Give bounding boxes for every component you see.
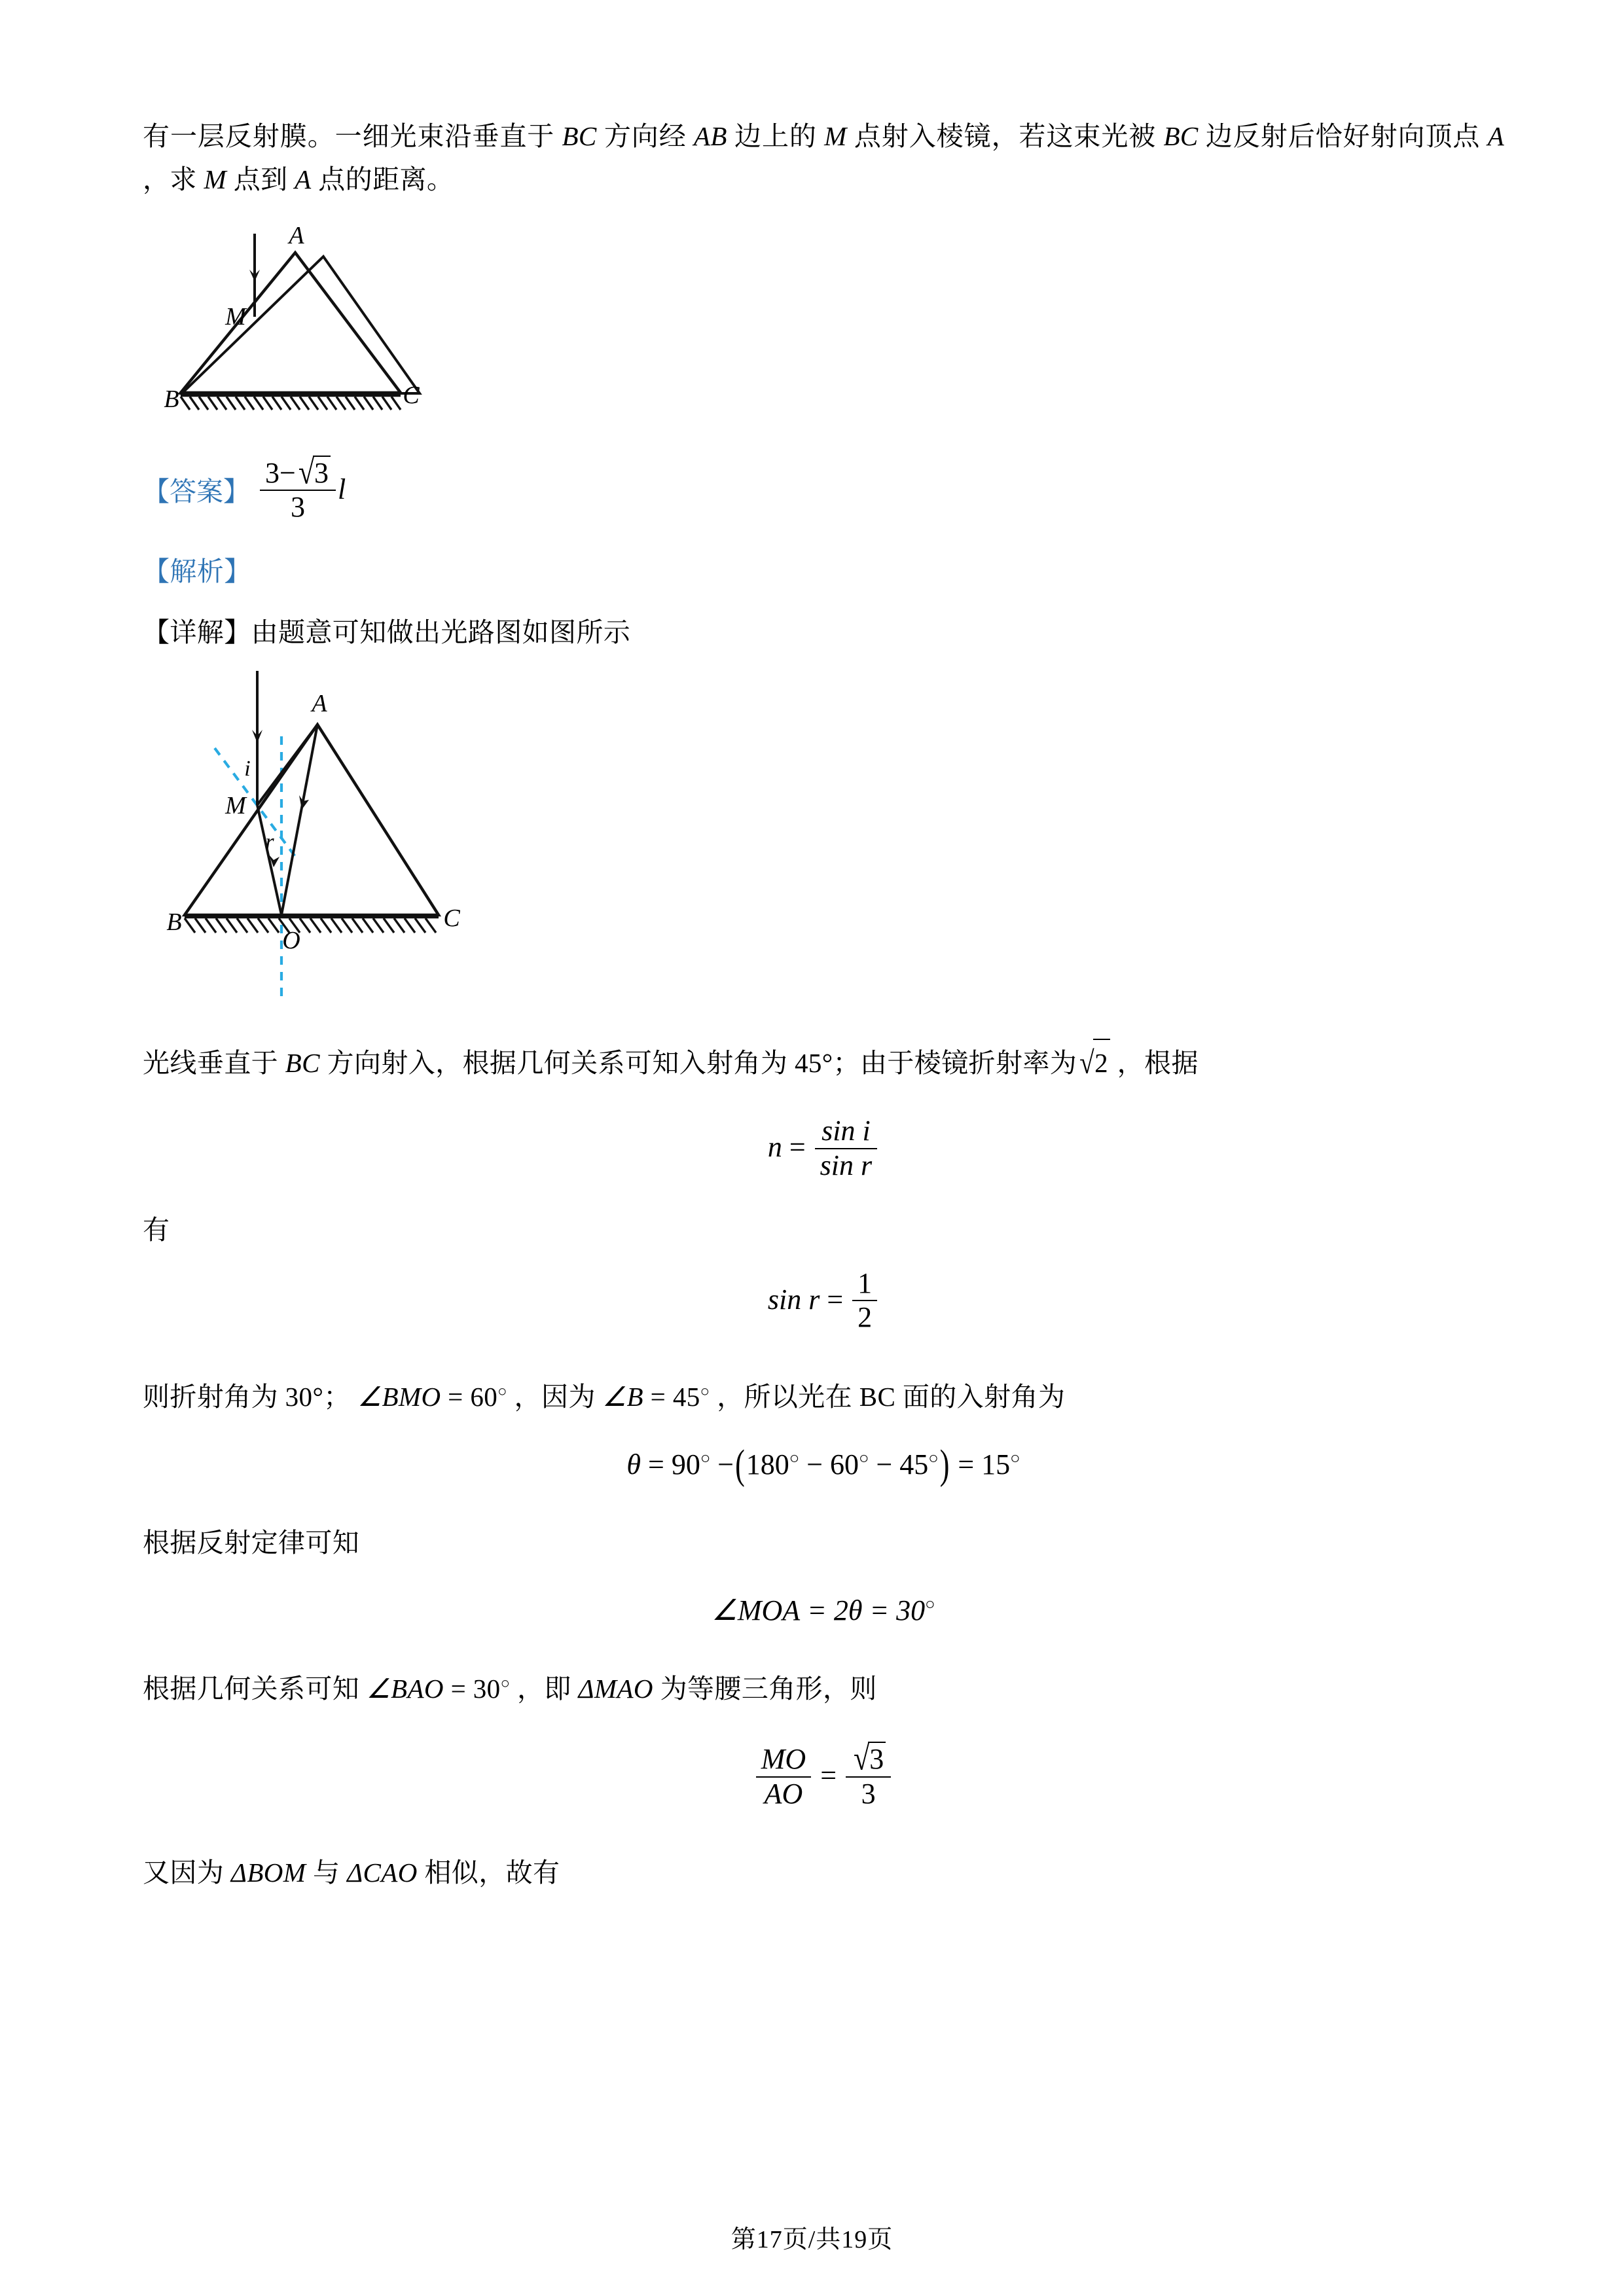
equation-moa bbox=[143, 1596, 1504, 1625]
problem-text-8: 点的距离。 bbox=[318, 164, 454, 195]
para-refraction-text-1: 则折射角为 30°； bbox=[143, 1381, 351, 1412]
degree-sign-3: ○ bbox=[700, 1448, 711, 1467]
prism-figure-problem bbox=[161, 219, 659, 428]
triangle-mao: ΔMAO bbox=[578, 1674, 653, 1704]
answer-sqrt bbox=[296, 453, 331, 491]
eq-snell-denominator: sin r bbox=[820, 1149, 873, 1181]
para-similar-text-2: 与 bbox=[313, 1857, 340, 1888]
degree-sign-4: ○ bbox=[789, 1448, 800, 1467]
eq-ratio-right-denominator: 3 bbox=[861, 1777, 876, 1810]
label-C: C bbox=[443, 905, 460, 932]
radical-glyph-3: √ bbox=[854, 1739, 870, 1778]
page-footer: 第17页/共19页 bbox=[731, 2226, 893, 2253]
answer-tag: 【答案】 bbox=[143, 476, 250, 507]
para-geometry bbox=[143, 1667, 1504, 1710]
degree-sign-2: ○ bbox=[700, 1382, 710, 1400]
eq-sinr-lhs: sin r bbox=[767, 1283, 820, 1316]
eq-snell-numerator: sin i bbox=[815, 1116, 877, 1149]
eq-ratio-denominator: AO bbox=[764, 1777, 803, 1810]
problem-text-2: 方向经 bbox=[604, 121, 687, 151]
label-m-1: M bbox=[824, 121, 847, 151]
eq-ratio-right-fraction bbox=[846, 1739, 891, 1810]
label-a-1: A bbox=[1487, 121, 1505, 151]
problem-text-3: 边上的 bbox=[734, 121, 817, 151]
degree-sign-9: ○ bbox=[500, 1675, 511, 1693]
para-incidence-text-3: ，根据 bbox=[1117, 1048, 1199, 1078]
para-refraction-text-3: ，所以光在 BC 面的入射角为 bbox=[717, 1381, 1066, 1412]
degree-sign-1: ○ bbox=[497, 1382, 507, 1400]
label-bc-2: BC bbox=[1163, 121, 1199, 151]
eq-theta-part2: 180 bbox=[746, 1448, 789, 1480]
paren-open: ( bbox=[735, 1441, 745, 1488]
bc-hatching bbox=[181, 397, 401, 410]
angle-bao: ∠BAO bbox=[366, 1674, 444, 1704]
eq-sinr-fraction bbox=[852, 1268, 877, 1333]
para-refraction-eq2: = 45 bbox=[650, 1381, 700, 1412]
problem-text-4: 点射入棱镜，若这束光被 bbox=[854, 121, 1157, 151]
eq-ratio-right-numerator bbox=[846, 1739, 891, 1778]
analysis-tag: 【解析】 bbox=[143, 556, 251, 587]
equation-snell bbox=[143, 1116, 1504, 1180]
angle-bmo: ∠BMO bbox=[357, 1381, 441, 1412]
radicand-2: 2 bbox=[1093, 1039, 1110, 1085]
answer-unit: l bbox=[337, 473, 346, 505]
radical-glyph-2: √ bbox=[1079, 1044, 1095, 1080]
label-B: B bbox=[164, 385, 179, 413]
eq-sinr-numerator: 1 bbox=[852, 1268, 877, 1301]
detail-tag: 【详解】 bbox=[143, 617, 251, 647]
label-M: M bbox=[225, 302, 246, 331]
degree-sign-8: ○ bbox=[925, 1594, 935, 1614]
triangle-outline bbox=[181, 253, 401, 393]
detail-line bbox=[143, 611, 1504, 654]
answer-numerator bbox=[260, 453, 336, 491]
para-geometry-text-3: 为等腰三角形，则 bbox=[660, 1674, 877, 1704]
label-m-2: M bbox=[204, 164, 227, 195]
para-geometry-text-1: 根据几何关系可知 bbox=[143, 1674, 360, 1704]
problem-text-5: 边反射后恰好射向顶点 bbox=[1205, 121, 1481, 151]
prism-figure-light-path bbox=[157, 671, 674, 1011]
prism-figure-problem-svg bbox=[161, 219, 659, 428]
answer-fraction bbox=[260, 453, 336, 523]
equation-theta bbox=[143, 1441, 1504, 1488]
radical-glyph: √ bbox=[298, 453, 314, 491]
label-A: A bbox=[312, 690, 327, 717]
label-B: B bbox=[166, 908, 182, 936]
sqrt-3 bbox=[851, 1739, 886, 1778]
equation-ratio bbox=[143, 1739, 1504, 1810]
answer-denominator: 3 bbox=[290, 491, 305, 523]
label-M: M bbox=[225, 792, 246, 819]
triangle-abc bbox=[181, 252, 400, 393]
label-i: i bbox=[244, 757, 251, 781]
answer-row bbox=[143, 453, 1504, 523]
label-ab: AB bbox=[693, 121, 727, 151]
triangle-bom: ΔBOM bbox=[230, 1857, 306, 1888]
para-similar-text-3: 相似，故有 bbox=[424, 1857, 560, 1888]
eq-moa-rhs: = 2θ = 30 bbox=[807, 1594, 926, 1626]
label-A: A bbox=[289, 221, 304, 249]
eq-snell-fraction bbox=[815, 1116, 877, 1180]
para-you: 有 bbox=[143, 1214, 170, 1245]
para-similar bbox=[143, 1851, 1504, 1894]
para-refraction-eq1: = 60 bbox=[448, 1381, 498, 1412]
bc-hatching bbox=[185, 918, 436, 933]
refracted-ray-mo bbox=[257, 805, 281, 915]
para-incidence-text-2: 方向射入，根据几何关系可知入射角为 45°；由于棱镜折射率为 bbox=[327, 1048, 1077, 1078]
para-reflection-law: 根据反射定律可知 bbox=[143, 1527, 360, 1558]
paren-close: ) bbox=[939, 1441, 950, 1488]
eq-theta-minus: − bbox=[717, 1448, 734, 1480]
answer-expression bbox=[258, 453, 346, 523]
segment-ma bbox=[257, 725, 317, 805]
para-similar-text-1: 又因为 bbox=[143, 1857, 225, 1888]
answer-num-3: 3 bbox=[265, 456, 280, 489]
label-bc-3: BC bbox=[285, 1048, 320, 1078]
label-r: r bbox=[265, 830, 274, 854]
problem-text-1: 有一层反射膜。一细光束沿垂直于 bbox=[143, 121, 555, 151]
page-content bbox=[143, 115, 1504, 1898]
problem-text-6: ，求 bbox=[143, 164, 197, 195]
reflected-ray-oa bbox=[281, 725, 317, 915]
eq-theta-part4: − 45 bbox=[876, 1448, 929, 1480]
incident-ray bbox=[252, 671, 262, 805]
eq-theta-part3: − 60 bbox=[806, 1448, 859, 1480]
para-refraction bbox=[143, 1375, 1504, 1418]
label-bc-1: BC bbox=[562, 121, 597, 151]
detail-text: 由题意可知做出光路图如图所示 bbox=[251, 617, 631, 647]
degree-sign-6: ○ bbox=[928, 1448, 939, 1467]
degree-sign-5: ○ bbox=[859, 1448, 869, 1467]
sqrt-2 bbox=[1077, 1039, 1110, 1085]
eq-theta-part1: = 90 bbox=[648, 1448, 700, 1480]
eq-sinr-denominator: 2 bbox=[857, 1301, 873, 1334]
angle-b: ∠B bbox=[602, 1381, 644, 1412]
equation-sinr bbox=[143, 1268, 1504, 1333]
para-incidence-text-1: 光线垂直于 bbox=[143, 1048, 278, 1078]
eq-ratio-equals: = bbox=[820, 1759, 837, 1792]
eq-ratio-numerator: MO bbox=[756, 1744, 811, 1777]
eq-theta-symbol: θ bbox=[626, 1448, 641, 1480]
eq-sinr-equals: = bbox=[827, 1283, 844, 1316]
answer-num-minus: − bbox=[280, 456, 296, 489]
eq-snell-n: n bbox=[767, 1131, 782, 1164]
para-incidence bbox=[143, 1039, 1504, 1085]
prism-figure-light-path-svg bbox=[157, 671, 674, 1011]
label-a-2: A bbox=[295, 164, 312, 195]
eq-snell-equals: = bbox=[789, 1131, 806, 1164]
degree-sign-7: ○ bbox=[1010, 1448, 1020, 1467]
normal-lines bbox=[215, 736, 296, 998]
problem-statement bbox=[143, 115, 1504, 202]
triangle-cao: ΔCAO bbox=[347, 1857, 418, 1888]
label-C: C bbox=[403, 381, 420, 409]
eq-moa-lhs: ∠MOA bbox=[712, 1594, 801, 1626]
para-geometry-text-2: ，即 bbox=[516, 1674, 571, 1704]
para-geometry-eq: = 30 bbox=[450, 1674, 501, 1704]
eq-ratio-left-fraction bbox=[756, 1744, 811, 1808]
radicand-3: 3 bbox=[868, 1742, 886, 1774]
problem-text-7: 点到 bbox=[233, 164, 288, 195]
radicand: 3 bbox=[313, 456, 331, 488]
label-O: O bbox=[282, 927, 300, 954]
para-refraction-text-2: ，因为 bbox=[514, 1381, 596, 1412]
eq-theta-part5: = 15 bbox=[958, 1448, 1011, 1480]
